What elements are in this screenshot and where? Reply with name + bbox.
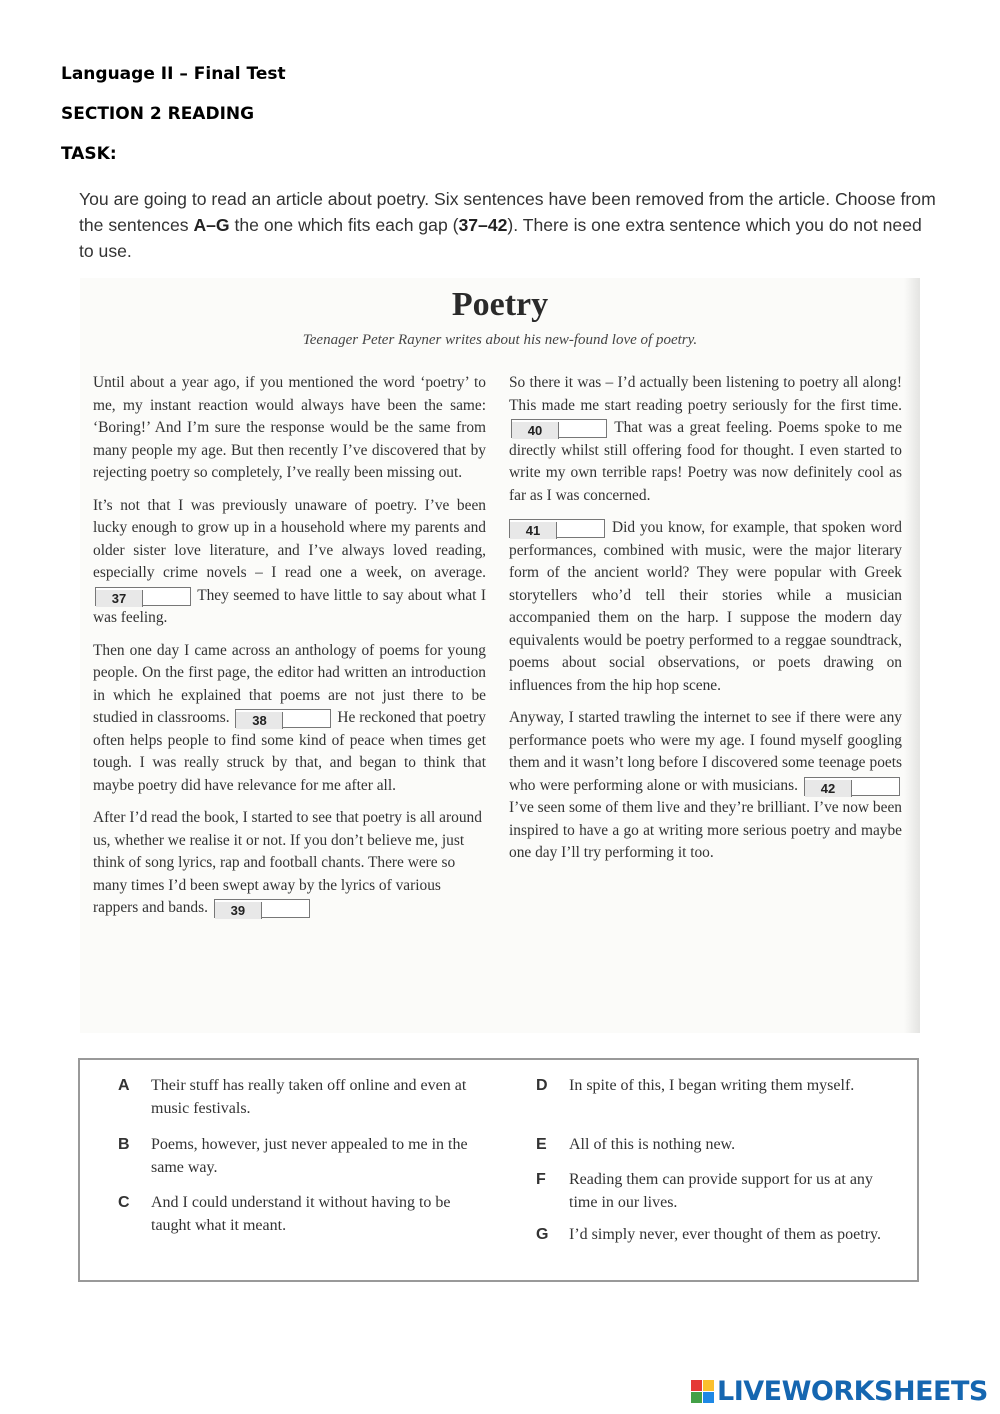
article-column-left: [93, 372, 486, 930]
gap-range: 37–42: [458, 215, 508, 235]
article-title: Poetry: [451, 286, 549, 323]
article-column-right: [509, 372, 902, 875]
paragraph-1: Until about a year ago, if you mentioned the word ‘poetry’ to me, my instant reaction would always have been the same: ‘Boring!’ And I’m sure the response would be the same from many people my age. But then recently I’ve discovered that by rejecting poetry so completely, I’ve really been missing out.: [93, 374, 486, 481]
logo-square: [691, 1392, 702, 1403]
paragraph-3: Then one day I came across an anthology of poems for young people. On the first page, the editor had written an introduction in which he explained that poems are not just there to be studied in classrooms. 38 He reckoned that poetry often helps people to find some kind of peace when times get tough. I was really struck by that, and began to think that maybe poetry did have relevance for me after all.: [93, 641, 486, 794]
letter-range: A–G: [193, 215, 230, 235]
gap-39[interactable]: 39: [214, 899, 310, 918]
logo-squares-icon: [691, 1380, 714, 1403]
page-edge-shadow: [904, 278, 920, 1033]
section-heading: SECTION 2 READING: [61, 104, 255, 124]
paragraph-2: It’s not that I was previously unaware of poetry. I’ve been lucky enough to grow up in a household where my parents and older sister love literature, and I’ve always loved reading, especially crime novels – I read one a week, on average. 37 They seemed to have little to say about what I was feeling.: [93, 496, 487, 626]
logo-square: [703, 1380, 714, 1391]
gap-40[interactable]: 40: [511, 419, 607, 438]
gap-42[interactable]: 42: [804, 777, 900, 796]
article-subtitle: Teenager Peter Rayner writes about his new-found love of poetry.: [302, 332, 698, 348]
logo-text: LIVEWORKSHEETS: [717, 1375, 988, 1407]
answer-options-box: A Their stuff has really taken off online and even at music festivals. B Poems, however, just never appealed to me in the same way. C And I could understand it without having to be taught what it meant. D In spite of this, I began writing them myself. E All of this is nothing new. F Reading them can provide support for us at any time in our lives. G I’d simply never, ever thought of them as poetry.: [78, 1058, 919, 1282]
gap-38[interactable]: 38: [235, 709, 331, 728]
task-heading: TASK:: [61, 144, 117, 164]
liveworksheets-logo: [691, 1374, 988, 1408]
test-title: Language II – Final Test: [61, 64, 286, 84]
task-instructions: You are going to read an article about poetry. Six sentences have been removed from the article. Choose from the sentences A–G the one which fits each gap (37–42). There is one extra sentence which you do not need to use.: [79, 189, 936, 261]
gap-37[interactable]: 37: [95, 587, 191, 606]
paragraph-4: After I’d read the book, I started to see that poetry is all around us, whether we realise it or not. If you don’t believe me, just think of song lyrics, rap and football chants. There were so many times I’d been swept away by the lyrics of various rappers and bands. 39: [93, 809, 482, 918]
logo-square: [703, 1392, 714, 1403]
logo-square: [691, 1380, 702, 1391]
paragraph-5: So there it was – I’d actually been listening to poetry all along! This made me start reading poetry seriously for the first time. 40 That was a great feeling. Poems spoke to me directly whilst still offering food for thought. I even started to write my own terrible raps! Poetry was now definitely cool as far as I was concerned.: [509, 374, 902, 504]
paragraph-7: Anyway, I started trawling the internet to see if there were any performance poets who were my age. I found myself googling them and it wasn’t long before I discovered some teenage poets who were performing alone or with musicians. 42 I’ve seen some of them live and they’re brilliant. I’ve now been inspired to have a go at writing more serious poetry and maybe one day I’ll try performing it too.: [509, 709, 902, 861]
paragraph-6: 41 Did you know, for example, that spoken word performances, combined with music, were the major literary form of the ancient world? They were popular with Greek storytellers who’d tell their stories while a musician accompanied them on the harp. I suppose the modern day equivalents would be poetry performed to a reggae soundtrack, poems about social observations, or poets drawing on influences from the hip hop scene.: [509, 519, 902, 694]
gap-41[interactable]: 41: [509, 519, 605, 538]
article-scan: [80, 278, 920, 1033]
